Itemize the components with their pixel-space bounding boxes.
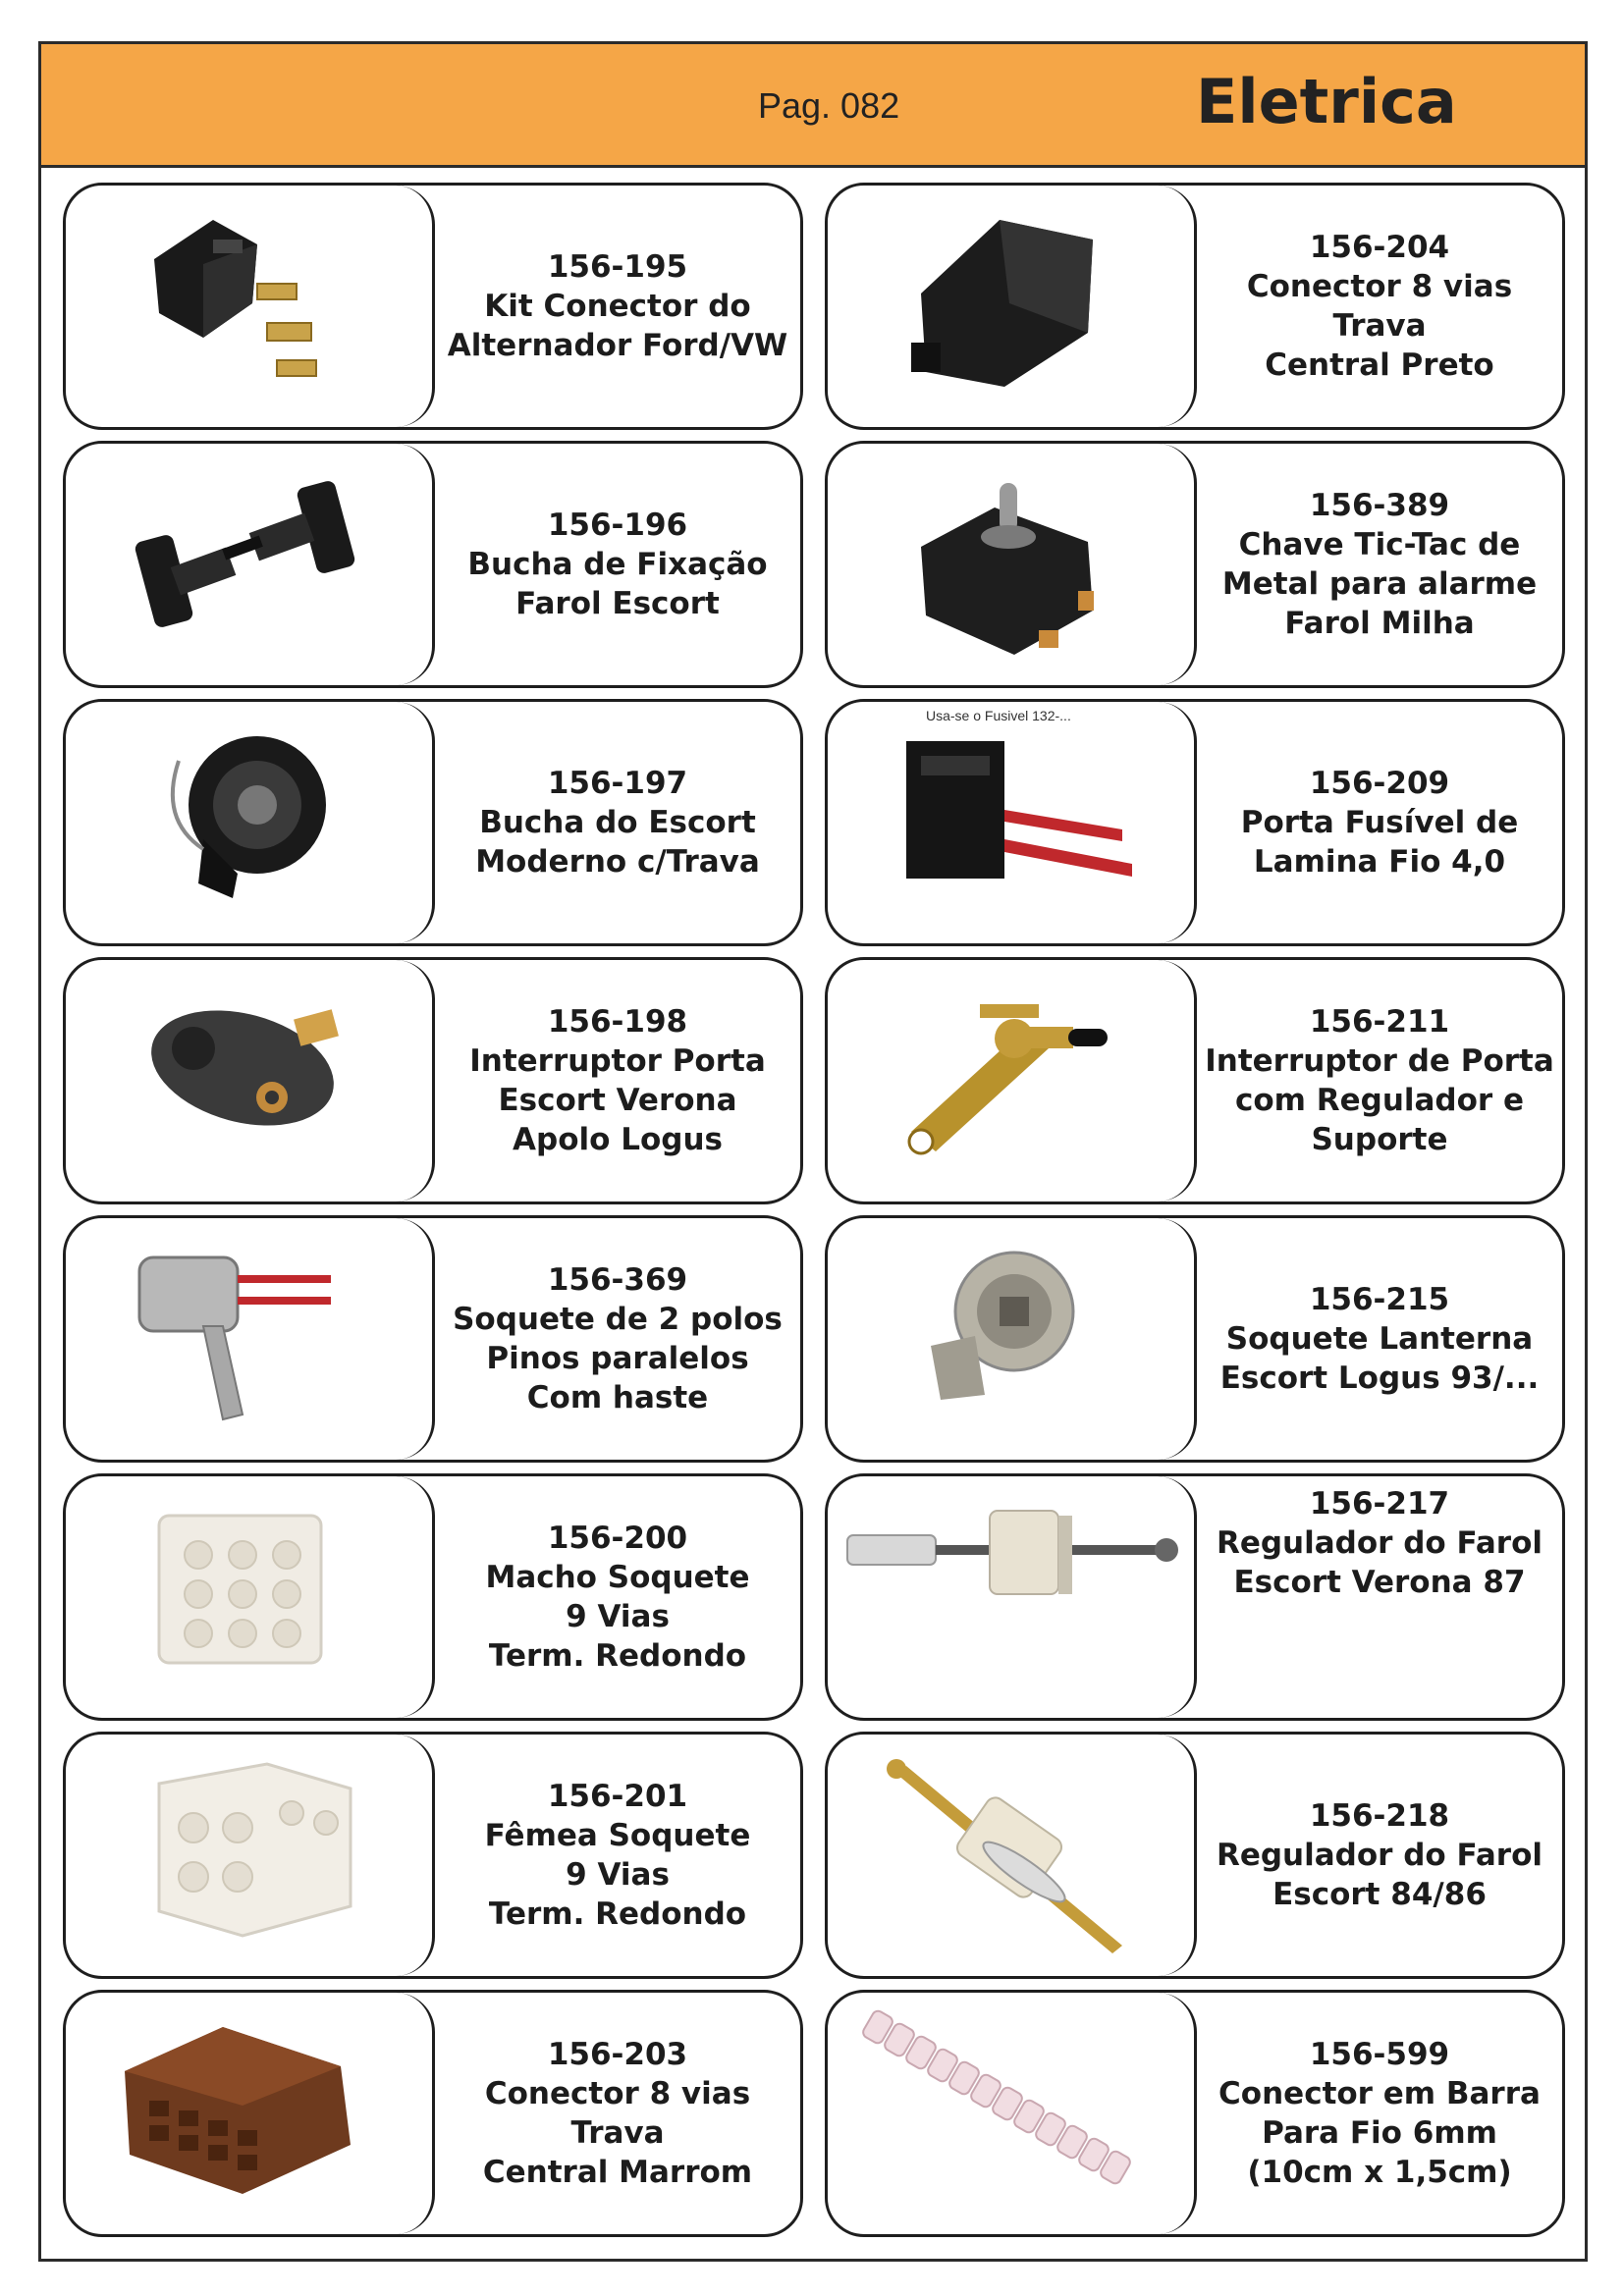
product-card[interactable] bbox=[63, 441, 803, 688]
section-title: Eletrica bbox=[1196, 66, 1457, 137]
product-code: 156-217 bbox=[1309, 1486, 1450, 1522]
product-info bbox=[435, 1476, 800, 1718]
product-description-line: Regulador do Farol bbox=[1216, 1525, 1543, 1561]
product-description-line: Pinos paralelos bbox=[486, 1341, 749, 1376]
black-8-way-connector-photo bbox=[828, 186, 1197, 427]
product-description-line: Soquete Lanterna bbox=[1225, 1321, 1534, 1357]
blade-fuse-holder-photo bbox=[828, 702, 1197, 943]
female-9-way-socket-photo bbox=[66, 1735, 435, 1976]
product-info bbox=[1197, 702, 1562, 943]
product-card[interactable] bbox=[825, 183, 1565, 430]
product-card[interactable] bbox=[63, 183, 803, 430]
product-info bbox=[435, 1218, 800, 1460]
product-card[interactable] bbox=[63, 1990, 803, 2237]
product-info bbox=[435, 444, 800, 685]
product-description-line: Metal para alarme bbox=[1221, 566, 1538, 602]
product-code: 156-196 bbox=[547, 507, 688, 543]
page-header bbox=[41, 44, 1585, 168]
product-code: 156-211 bbox=[1309, 1004, 1450, 1040]
product-description-line: Fêmea Soquete bbox=[484, 1818, 751, 1853]
product-info bbox=[1197, 1218, 1562, 1460]
product-info bbox=[1197, 1993, 1562, 2234]
product-description-line: Alternador Ford/VW bbox=[447, 328, 788, 363]
product-info bbox=[1197, 186, 1562, 427]
product-description-line: Escort Verona 87 bbox=[1233, 1565, 1526, 1600]
product-code: 156-200 bbox=[547, 1521, 688, 1556]
product-info bbox=[1197, 1735, 1562, 1976]
product-description-line: Central Marrom bbox=[482, 2155, 753, 2190]
product-code: 156-389 bbox=[1309, 488, 1450, 523]
product-description-line: Bucha de Fixação bbox=[467, 547, 768, 582]
product-info bbox=[435, 1735, 800, 1976]
product-code: 156-599 bbox=[1309, 2037, 1450, 2072]
product-card[interactable] bbox=[825, 1990, 1565, 2237]
product-description-line: 9 Vias bbox=[566, 1857, 670, 1893]
product-description-line: Suporte bbox=[1311, 1122, 1448, 1157]
product-description-line: Lamina Fio 4,0 bbox=[1253, 844, 1506, 880]
headlight-adjuster-screw-photo bbox=[828, 1735, 1197, 1976]
product-description-line: Moderno c/Trava bbox=[475, 844, 760, 880]
product-description-line: Bucha do Escort bbox=[479, 805, 756, 840]
page-number: Pag. 082 bbox=[758, 85, 900, 126]
terminal-strip-photo bbox=[828, 1993, 1197, 2234]
product-description-line: Escort Logus 93/... bbox=[1219, 1361, 1540, 1396]
product-card[interactable] bbox=[63, 1473, 803, 1721]
escort-bushing-photo bbox=[66, 702, 435, 943]
product-description-line: Term. Redondo bbox=[488, 1638, 747, 1674]
product-description-line: (10cm x 1,5cm) bbox=[1247, 2155, 1512, 2190]
product-description-line: Conector 8 vias Trava bbox=[1246, 269, 1513, 344]
product-info bbox=[435, 960, 800, 1201]
door-switch-photo bbox=[66, 960, 435, 1201]
product-card[interactable] bbox=[825, 1215, 1565, 1463]
product-info bbox=[1197, 1476, 1562, 1718]
product-description-line: Term. Redondo bbox=[488, 1896, 747, 1932]
door-switch-bracket-photo bbox=[828, 960, 1197, 1201]
product-description-line: Soquete de 2 polos bbox=[453, 1302, 783, 1337]
headlight-bushing-photo bbox=[66, 444, 435, 685]
fuse-note: Usa-se o Fusivel 132-... bbox=[926, 708, 1071, 723]
product-description-line: Porta Fusível de bbox=[1240, 805, 1519, 840]
product-card[interactable] bbox=[63, 957, 803, 1204]
product-code: 156-203 bbox=[547, 2037, 688, 2072]
product-description-line: Chave Tic-Tac de bbox=[1238, 527, 1521, 562]
product-card[interactable] bbox=[825, 1473, 1565, 1721]
product-description-line: Conector 8 vias Trava bbox=[484, 2076, 751, 2151]
product-info bbox=[435, 702, 800, 943]
product-code: 156-197 bbox=[547, 766, 688, 801]
product-description-line: 9 Vias bbox=[566, 1599, 670, 1634]
product-description-line: Interruptor Porta bbox=[469, 1043, 766, 1079]
product-code: 156-204 bbox=[1309, 230, 1450, 265]
headlight-adjuster-photo bbox=[828, 1476, 1197, 1718]
male-9-way-socket-photo bbox=[66, 1476, 435, 1718]
product-card[interactable] bbox=[63, 1732, 803, 1979]
product-description-line: Farol Escort bbox=[515, 586, 720, 621]
product-description-line: Com haste bbox=[526, 1380, 709, 1415]
product-info bbox=[1197, 444, 1562, 685]
product-description-line: Central Preto bbox=[1265, 347, 1494, 383]
product-info bbox=[435, 1993, 800, 2234]
toggle-switch-photo bbox=[828, 444, 1197, 685]
product-info bbox=[435, 186, 800, 427]
product-code: 156-201 bbox=[547, 1779, 688, 1814]
product-code: 156-215 bbox=[1309, 1282, 1450, 1317]
product-description-line: Escort Verona bbox=[498, 1083, 737, 1118]
product-card[interactable] bbox=[825, 957, 1565, 1204]
product-description-line: Farol Milha bbox=[1284, 606, 1475, 641]
product-code: 156-198 bbox=[547, 1004, 688, 1040]
alternator-connector-kit-photo bbox=[66, 186, 435, 427]
product-card[interactable] bbox=[825, 441, 1565, 688]
product-description-line: Kit Conector do bbox=[484, 289, 751, 324]
product-code: 156-218 bbox=[1309, 1798, 1450, 1834]
product-description-line: Regulador do Farol bbox=[1216, 1838, 1543, 1873]
lamp-socket-photo bbox=[828, 1218, 1197, 1460]
product-card[interactable] bbox=[63, 1215, 803, 1463]
product-code: 156-369 bbox=[547, 1262, 688, 1298]
product-card[interactable] bbox=[825, 699, 1565, 946]
product-description-line: Apolo Logus bbox=[513, 1122, 723, 1157]
product-description-line: Interruptor de Porta bbox=[1205, 1043, 1554, 1079]
product-code: 156-195 bbox=[547, 249, 688, 285]
product-card[interactable] bbox=[825, 1732, 1565, 1979]
product-code: 156-209 bbox=[1309, 766, 1450, 801]
product-description-line: com Regulador e bbox=[1234, 1083, 1525, 1118]
product-card[interactable] bbox=[63, 699, 803, 946]
product-description-line: Para Fio 6mm bbox=[1262, 2115, 1497, 2151]
product-description-line: Escort 84/86 bbox=[1272, 1877, 1487, 1912]
product-description-line: Macho Soquete bbox=[485, 1560, 750, 1595]
product-info bbox=[1197, 960, 1562, 1201]
product-description-line: Conector em Barra bbox=[1218, 2076, 1541, 2111]
brown-8-way-connector-photo bbox=[66, 1993, 435, 2234]
bulb-socket-photo bbox=[66, 1218, 435, 1460]
